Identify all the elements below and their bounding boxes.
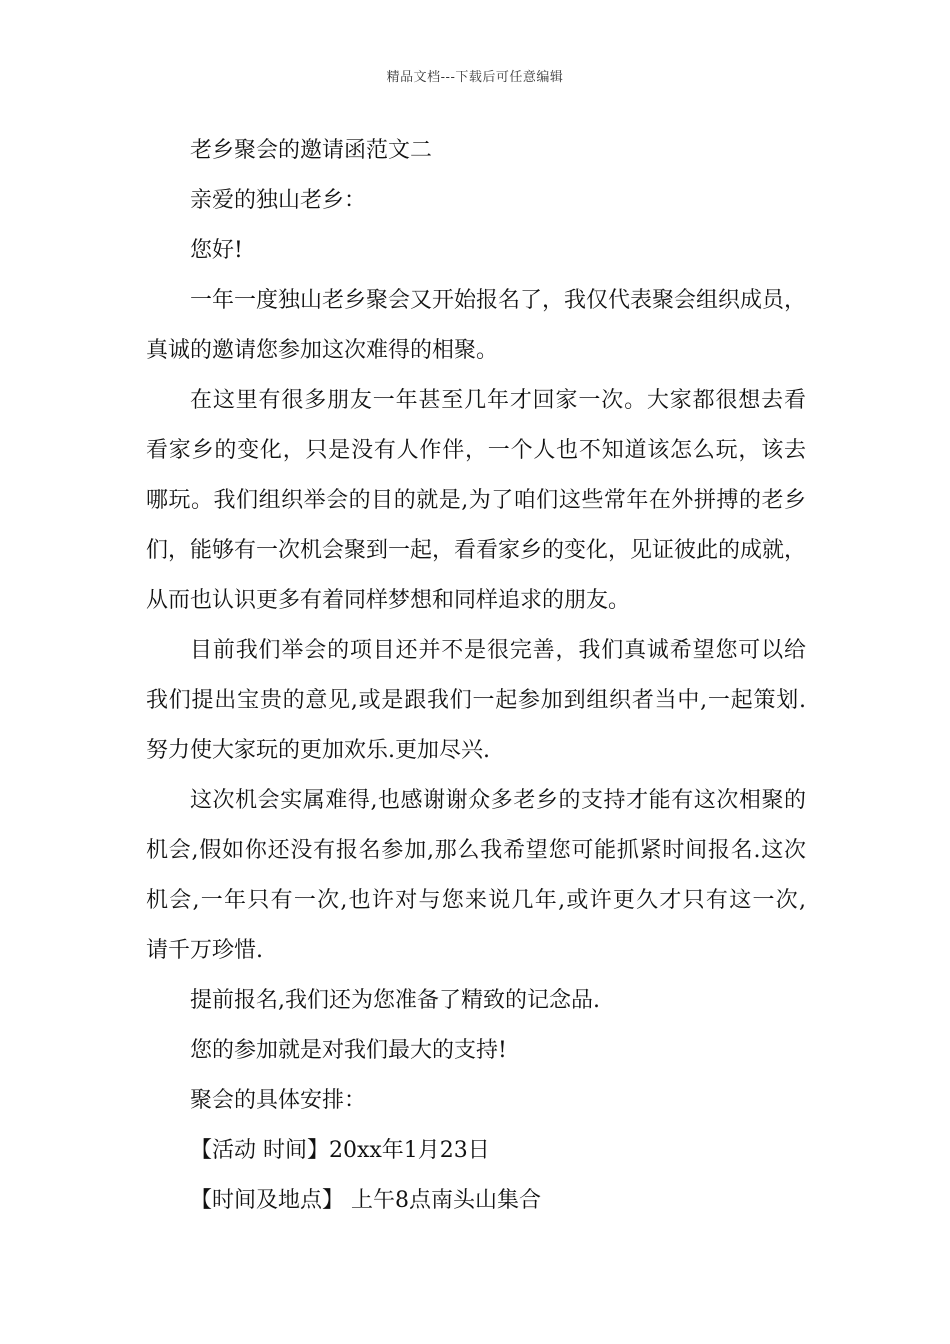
paragraph-line: 机会,假如你还没有报名参加,那么我希望您可能抓紧时间报名.这次 [146,838,806,863]
paragraph-line: 看家乡的变化，只是没有人作伴，一个人也不知道该怎么玩，该去 [146,438,806,463]
document-body [146,126,806,1226]
paragraph-line: 努力使大家玩的更加欢乐.更加尽兴. [146,738,490,763]
greeting: 您好! [190,238,243,263]
paragraph-line: 一年一度独山老乡聚会又开始报名了，我仅代表聚会组织成员， [190,288,807,313]
paragraph-line: 真诚的邀请您参加这次难得的相聚。 [146,338,499,363]
salutation: 亲爱的独山老乡： [190,188,367,213]
paragraph-line: 请千万珍惜. [146,938,263,963]
document-title: 老乡聚会的邀请函范文二 [190,138,433,163]
paragraph-line: 提前报名,我们还为您准备了精致的记念品. [190,988,600,1013]
activity-time: 【活动 时间】20xx年1月23日 [190,1138,490,1163]
paragraph-line: 我们提出宝贵的意见,或是跟我们一起参加到组织者当中,一起策划. [146,688,806,713]
paragraph-line: 在这里有很多朋友一年甚至几年才回家一次。大家都很想去看 [190,388,806,413]
header-note: 精品文档---下载后可任意编辑 [386,70,564,85]
paragraph-line: 这次机会实属难得,也感谢谢众多老乡的支持才能有这次相聚的 [190,788,806,813]
paragraph-line: 们，能够有一次机会聚到一起，看看家乡的变化，见证彼此的成就， [146,538,807,563]
time-and-place: 【时间及地点】 上午8点南头山集合 [190,1188,541,1213]
paragraph-line: 哪玩。我们组织举会的目的就是,为了咱们这些常年在外拼搏的老乡 [146,488,806,513]
arrangement-heading: 聚会的具体安排： [190,1088,367,1113]
paragraph-line: 目前我们举会的项目还并不是很完善，我们真诚希望您可以给 [190,638,806,663]
paragraph-line: 从而也认识更多有着同样梦想和同样追求的朋友。 [146,588,631,613]
paragraph-line: 机会,一年只有一次,也许对与您来说几年,或许更久才只有这一次, [146,888,806,913]
paragraph-line: 您的参加就是对我们最大的支持! [190,1038,507,1063]
